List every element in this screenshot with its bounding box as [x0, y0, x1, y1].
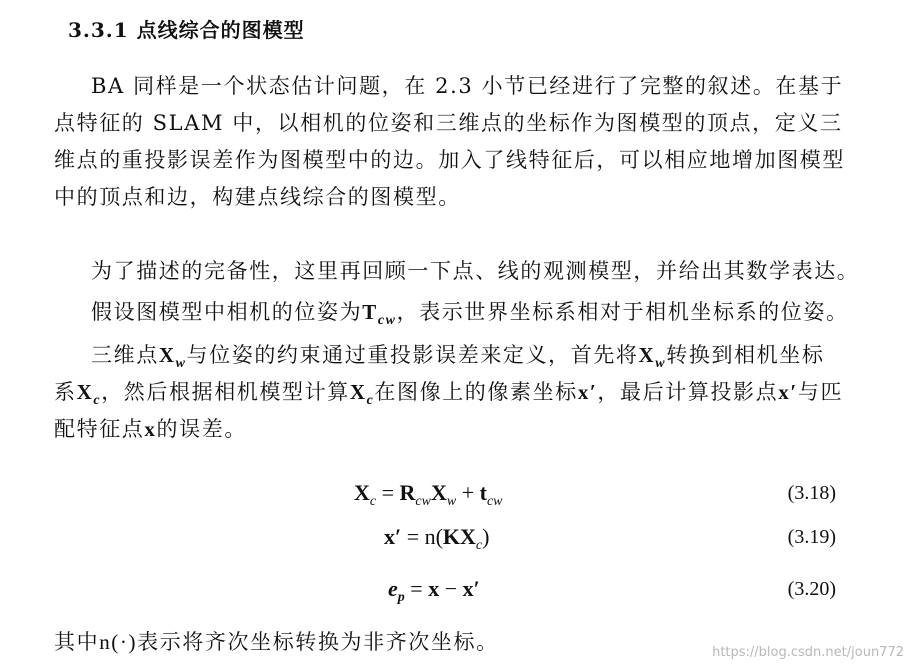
equation-3-18: $X_c = R_{cw}X_w + t_{cw}$ — [354, 480, 503, 509]
paragraph-4 — [54, 337, 850, 448]
equation-number: (3.19) — [787, 526, 836, 548]
section-heading: 点线综合的图模型 — [136, 18, 305, 42]
text-run: ，然后根据相机模型计算 — [101, 380, 350, 404]
math-X-c: $X_c$ — [349, 380, 375, 408]
text-run: 的误差。 — [156, 417, 247, 441]
section-number: 3.3.1 — [68, 18, 129, 42]
text-run: 其中 — [54, 630, 100, 654]
equation-3-20: $e_p = x - x'$ — [388, 576, 480, 605]
equation-3-19: $x' = n(KX_c)$ — [384, 524, 490, 553]
math-n-dot: n(·) — [99, 630, 138, 654]
equation-number: (3.20) — [787, 578, 836, 600]
math-T-cw: $T_{cw}$ — [362, 300, 397, 328]
math-x-prime: x′ — [577, 380, 598, 404]
text-run: 与匹 — [797, 380, 844, 404]
equation-number: (3.18) — [787, 482, 836, 504]
text-run: ，最后计算投影点 — [597, 380, 779, 404]
text-line: 为了描述的完备性，这里再回顾一下点、线的观测模型，并给出其数学表达。 — [91, 259, 860, 283]
watermark: https://blog.csdn.net/joun772 — [712, 645, 904, 660]
text-run: 配特征点 — [54, 417, 145, 441]
paragraph-3 — [91, 294, 849, 331]
paragraph-2 — [91, 253, 860, 290]
section-title — [68, 14, 305, 43]
text-line: 点特征的 SLAM 中，以相机的位姿和三维点的坐标作为图模型的顶点，定义三 — [54, 111, 843, 135]
text-line: 维点的重投影误差作为图模型中的边。加入了线特征后，可以相应地增加图模型 — [54, 148, 845, 172]
text-line: 中的顶点和边，构建点线综合的图模型。 — [54, 185, 461, 209]
math-x: x — [144, 417, 157, 441]
math-x-prime: x′ — [778, 380, 798, 404]
text-run: ，表示世界坐标系相对于相机坐标系的位姿。 — [396, 300, 849, 324]
text-run: 三维点 — [91, 343, 159, 367]
text-line: BA 同样是一个状态估计问题，在 2.3 小节已经进行了完整的叙述。在基于 — [91, 74, 844, 98]
math-X-c: $X_c$ — [76, 380, 102, 408]
text-run: 表示将齐次坐标转换为非齐次坐标。 — [137, 630, 499, 654]
text-run: 在图像上的像素坐标 — [374, 380, 578, 404]
text-run: 与位姿的约束通过重投影误差来定义，首先将 — [186, 343, 639, 367]
math-X-w: $X_w$ — [158, 343, 187, 371]
math-X-w: $X_w$ — [638, 343, 667, 371]
paragraph-1 — [54, 68, 850, 216]
text-run: 转换到相机坐标 — [666, 343, 825, 367]
text-run: 系 — [54, 380, 77, 404]
text-run: 假设图模型中相机的位姿为 — [91, 300, 363, 324]
